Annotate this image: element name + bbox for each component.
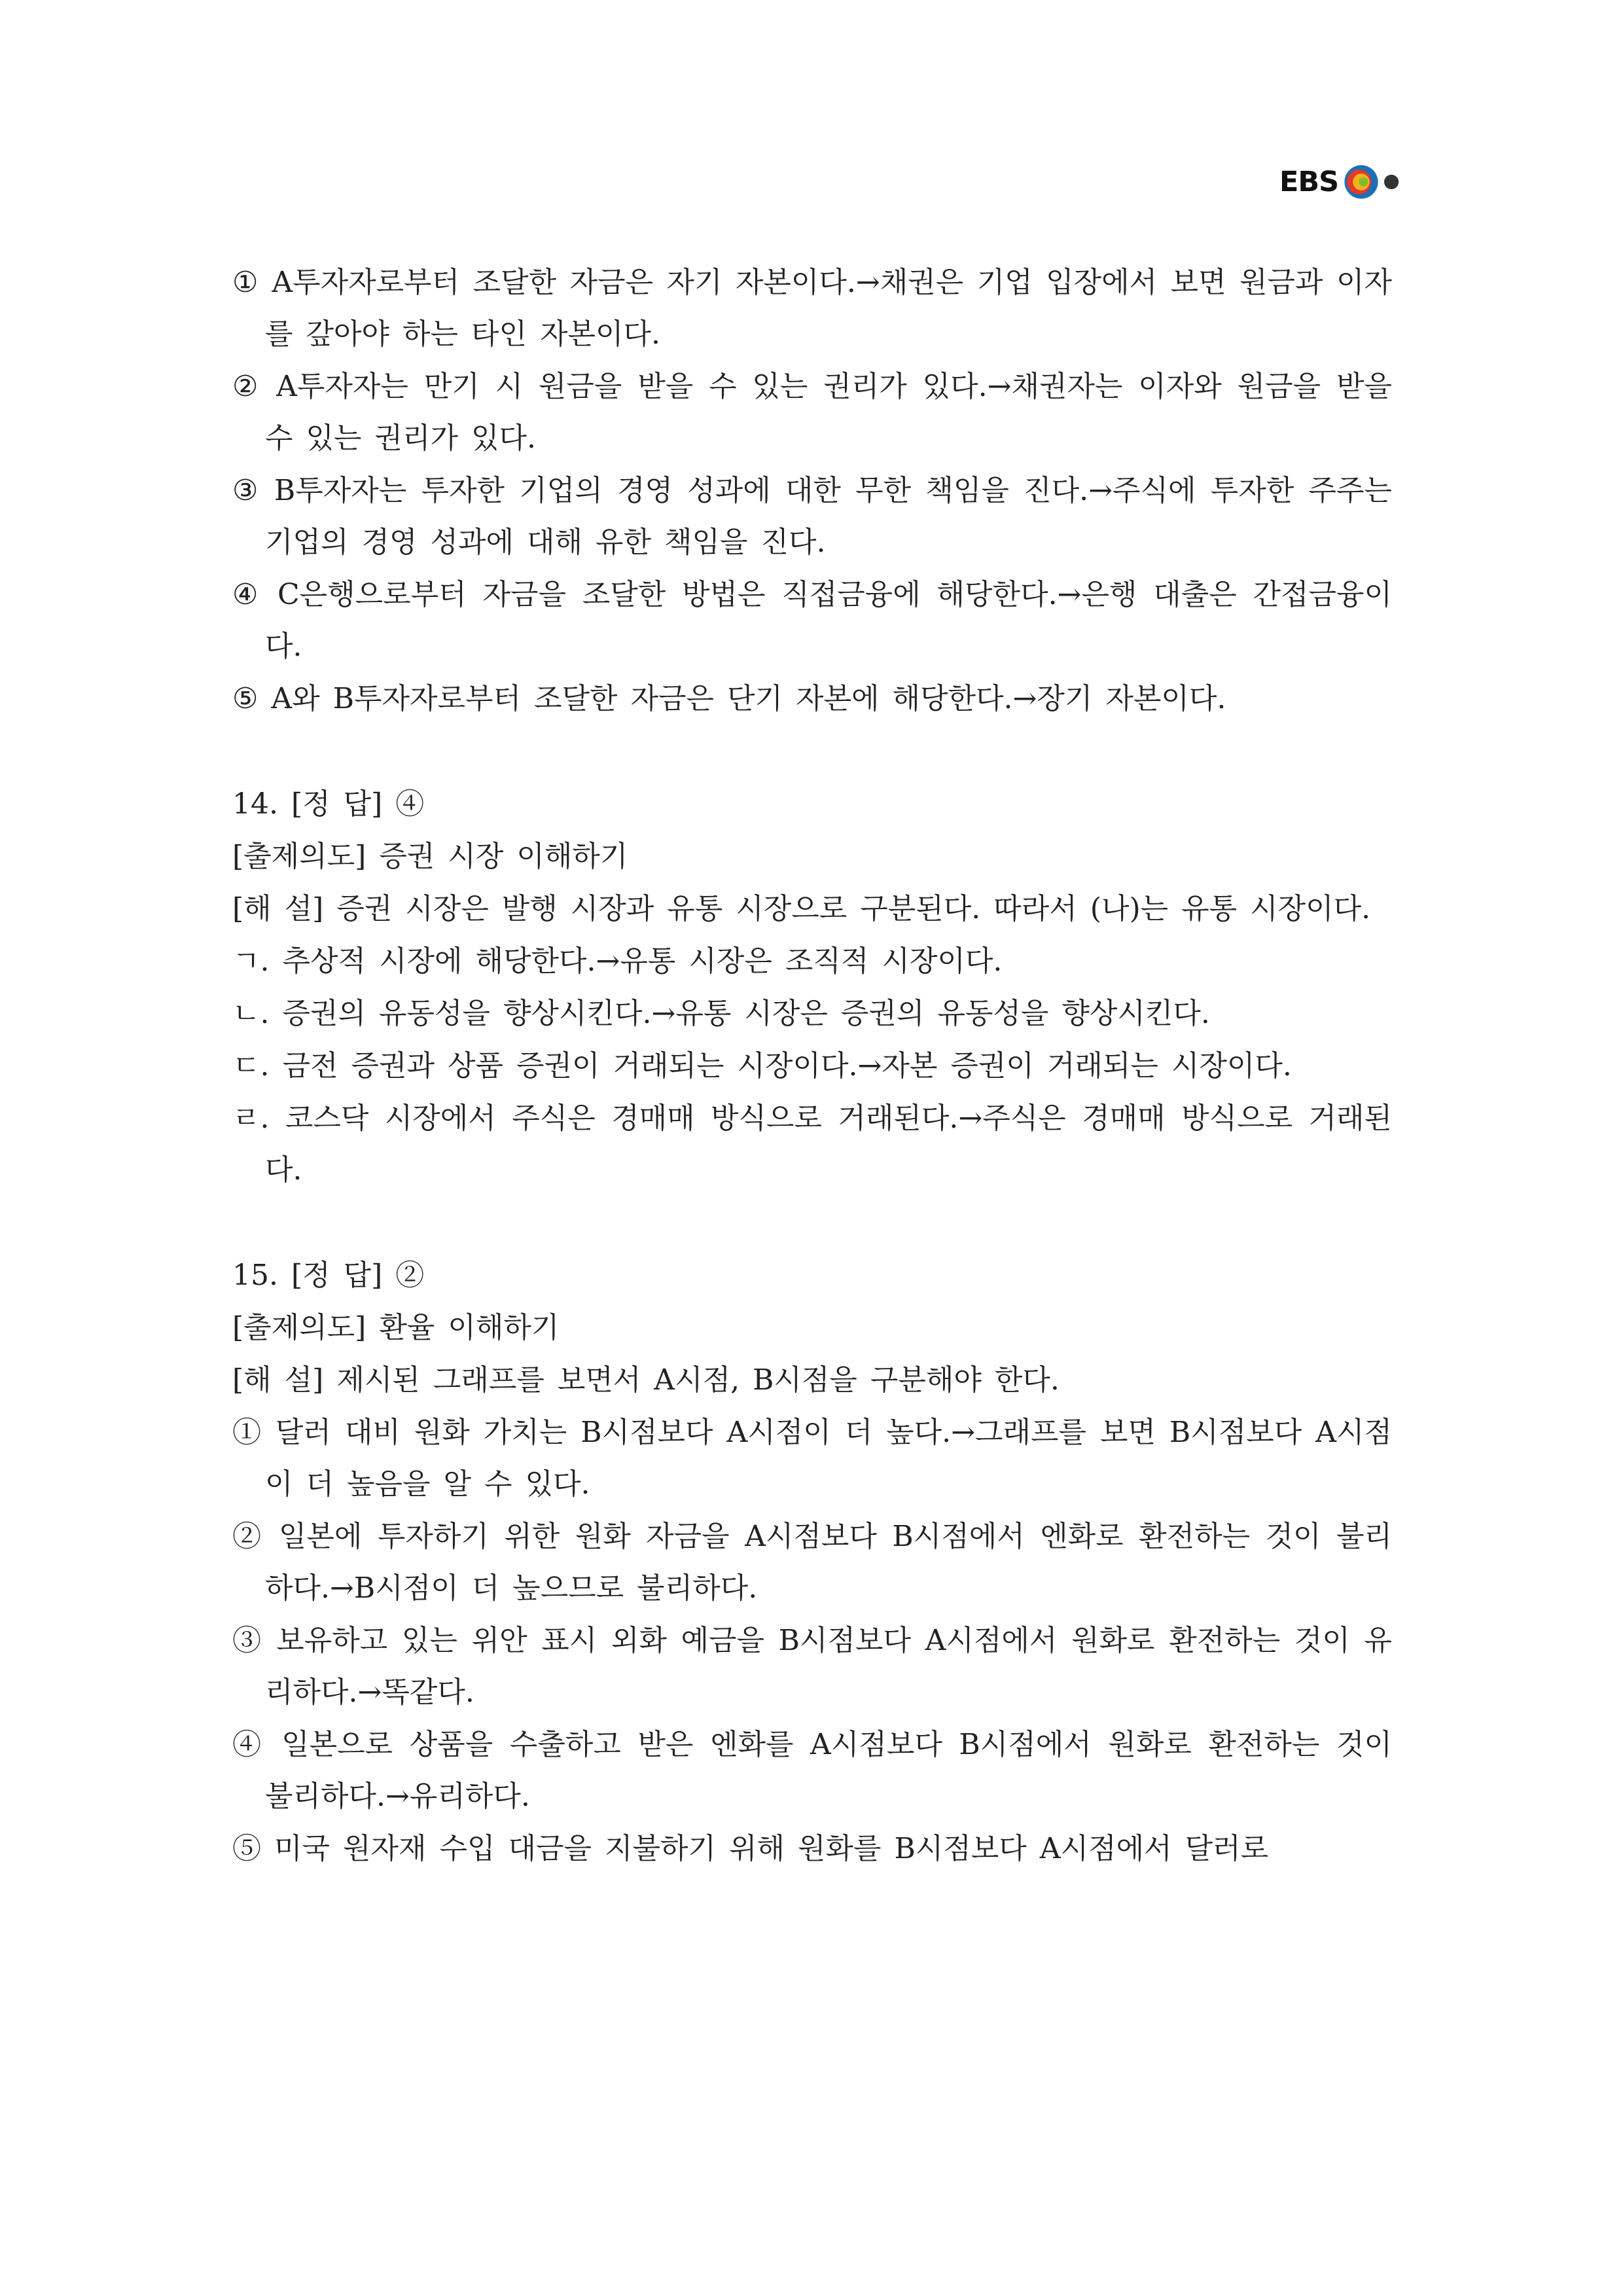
question-15	[232, 1249, 1392, 1874]
q14-item-1: ㄱ. 추상적 시장에 해당한다.→유통 시장은 조직적 시장이다.	[232, 944, 1003, 978]
section-gap	[232, 1196, 1392, 1249]
q13-option-4: ④ C은행으로부터 자금을 조달한 방법은 직접금융에 해당한다.→은행 대출은 간접금융이다.	[232, 578, 1392, 663]
question-14	[232, 778, 1392, 1196]
q15-option-2: ② 일본에 투자하기 위한 원화 자금을 A시점보다 B시점에서 엔화로 환전하는 것이 불리하다.→B시점이 더 높으므로 불리하다.	[232, 1520, 1392, 1605]
q13-option-1: ① A투자자로부터 조달한 자금은 자기 자본이다.→채권은 기업 입장에서 보면 원금과 이자를 갚아야 하는 타인 자본이다.	[232, 266, 1392, 351]
q14-item-4: ㄹ. 코스닥 시장에서 주식은 경매매 방식으로 거래된다.→주식은 경매매 방식으로 거래된다.	[232, 1102, 1392, 1187]
section-gap	[232, 725, 1392, 778]
q15-option-5: ⑤ 미국 원자재 수입 대금을 지불하기 위해 원화를 B시점보다 A시점에서 달러로	[232, 1832, 1269, 1865]
logo-dot	[1384, 175, 1399, 189]
q15-answer: 15. [정 답] ②	[232, 1259, 425, 1292]
q15-option-4: ④ 일본으로 상품을 수출하고 받은 엔화를 A시점보다 B시점에서 원화로 환전하는 것이 불리하다.→유리하다.	[232, 1728, 1392, 1813]
q13-option-2: ② A투자자는 만기 시 원금을 받을 수 있는 권리가 있다.→채권자는 이자와 원금을 받을 수 있는 권리가 있다.	[232, 370, 1392, 455]
q14-answer: 14. [정 답] ④	[232, 787, 425, 821]
ebs-logo	[1279, 156, 1404, 208]
q13-option-5: ⑤ A와 B투자자로부터 조달한 자금은 단기 자본에 해당한다.→장기 자본이다.	[232, 682, 1226, 715]
q15-option-3: ③ 보유하고 있는 위안 표시 외화 예금을 B시점보다 A시점에서 원화로 환전하는 것이 유리하다.→똑같다.	[232, 1624, 1392, 1709]
question-13-options	[232, 257, 1392, 725]
logo-circle-green	[1359, 177, 1368, 187]
ebs-logo-text: EBS	[1279, 166, 1339, 198]
answer-explanation-document	[232, 257, 1392, 1874]
q14-intent: [출제의도] 증권 시장 이해하기	[232, 840, 628, 873]
q15-intent: [출제의도] 환율 이해하기	[232, 1311, 560, 1344]
q14-item-2: ㄴ. 증권의 유동성을 향상시킨다.→유통 시장은 증권의 유동성을 향상시킨다.	[232, 997, 1210, 1030]
q14-explanation: [해 설] 증권 시장은 발행 시장과 유통 시장으로 구분된다. 따라서 (나)는 유통 시장이다.	[232, 892, 1371, 925]
q15-option-1: ① 달러 대비 원화 가치는 B시점보다 A시점이 더 높다.→그래프를 보면 B시점보다 A시점이 더 높음을 알 수 있다.	[232, 1416, 1392, 1501]
q13-option-3: ③ B투자자는 투자한 기업의 경영 성과에 대한 무한 책임을 진다.→주식에 투자한 주주는 기업의 경영 성과에 대해 유한 책임을 진다.	[232, 474, 1392, 559]
ebs-logo-mark-icon	[1342, 159, 1404, 205]
q14-item-3: ㄷ. 금전 증권과 상품 증권이 거래되는 시장이다.→자본 증권이 거래되는 시장이다.	[232, 1049, 1292, 1083]
q15-explanation: [해 설] 제시된 그래프를 보면서 A시점, B시점을 구분해야 한다.	[232, 1363, 1060, 1397]
